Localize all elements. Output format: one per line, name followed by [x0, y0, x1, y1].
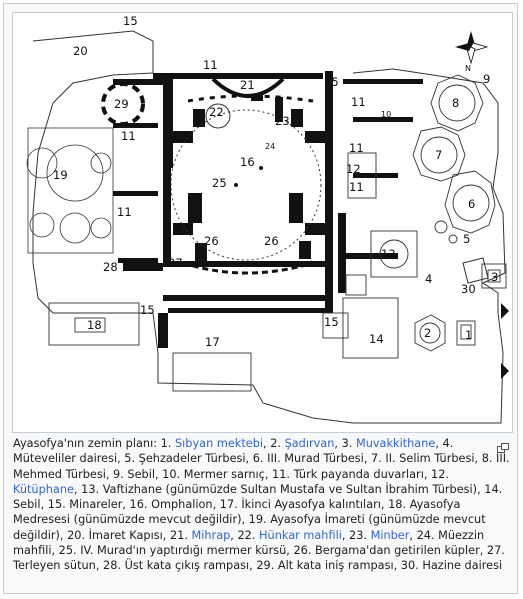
- caption-text: Ayasofya'nın zemin planı: 1.: [13, 437, 175, 450]
- figure-frame: [3, 3, 518, 594]
- caption-text: , 3.: [334, 437, 356, 450]
- label-6: 6: [468, 197, 476, 211]
- label-2: 2: [424, 326, 432, 340]
- label-21: 21: [240, 78, 255, 92]
- compass-rose: [455, 31, 487, 73]
- main-building-walls: [113, 71, 423, 348]
- label-8: 8: [452, 96, 460, 110]
- omphalion-dot: [259, 166, 263, 170]
- label-29: 29: [114, 97, 129, 111]
- link-kutuphane[interactable]: Kütüphane: [13, 482, 74, 496]
- caption-text: , 2.: [263, 437, 285, 450]
- label-11-top: 11: [203, 58, 218, 72]
- floor-plan-drawing: [13, 13, 512, 432]
- label-22: 22: [209, 105, 224, 119]
- label-30: 30: [461, 282, 476, 296]
- north-label: N: [465, 64, 471, 73]
- label-28: 28: [103, 260, 118, 274]
- label-19: 19: [53, 168, 68, 182]
- label-3: 3: [491, 270, 499, 284]
- label-11-left-2: 11: [117, 205, 132, 219]
- caption-text: , 23.: [341, 528, 371, 542]
- link-muvakkithane[interactable]: Muvakkithane: [355, 437, 436, 450]
- link-minber[interactable]: Minber: [370, 528, 410, 542]
- label-4: 4: [425, 272, 433, 286]
- figure-caption: [13, 436, 511, 574]
- link-sibyan-mektebi[interactable]: Sıbyan mektebi: [174, 437, 264, 450]
- caption-text: , 4. Müteveliler dairesi, 5. Şehzadeler Türbesi, 6. III. Murad Türbesi, 7. II. Selim Türbesi, 8. III. Mehmed Türbesi, 9. Sebil, 10. Mermer sarnıç, 11. Türk payanda duvarları, 12.: [13, 437, 510, 481]
- label-24: 24: [265, 142, 276, 151]
- caption-text: , 13. Vaftizhane (günümüzde Sultan Mustafa ve Sultan İbrahim Türbesi), 14. Sebil, 15. Minareler, 16. Omphalion, 17. İkinci Ayasofya kalıntıları, 18. Ayasofya Medresesi (günümüzde mevcut değildir), 19. Ayasofya İmareti (günümüzde mevcut değildir), 20. İmaret Kapısı, 21.: [13, 482, 503, 542]
- caption-text: , 24. Müezzin mahfili, 25. IV. Murad'ın yaptırdığı mermer kürsü, 26. Bergama'dan getirilen küpler, 27. Terleyen sütun, 28. Üst kata çıkış rampası, 29. Alt kata iniş rampası, 30. Hazine dairesi: [13, 528, 505, 573]
- label-11-right-3: 11: [349, 180, 364, 194]
- label-12: 12: [346, 162, 361, 176]
- label-15-right: 15: [324, 75, 339, 89]
- label-16: 16: [240, 155, 255, 169]
- label-27: 27: [168, 256, 183, 270]
- caption-text: , 22.: [230, 528, 260, 542]
- label-14: 14: [369, 332, 384, 346]
- label-18: 18: [87, 318, 102, 332]
- label-23: 23: [275, 114, 290, 128]
- label-15-bottom: 15: [324, 315, 339, 329]
- link-sadirvan[interactable]: Şadırvan: [284, 437, 335, 450]
- floor-plan-image[interactable]: [12, 12, 513, 433]
- label-25: 25: [212, 176, 227, 190]
- entrance-arrows: [501, 303, 509, 379]
- label-20: 20: [73, 44, 88, 58]
- label-11-right-1: 11: [351, 95, 366, 109]
- label-13: 13: [381, 247, 396, 261]
- label-17: 17: [205, 335, 220, 349]
- central-dome-outline: [171, 110, 321, 260]
- link-mihrap[interactable]: Mihrap: [191, 528, 231, 542]
- label-9: 9: [483, 72, 491, 86]
- label-11-left-1: 11: [121, 129, 136, 143]
- label-7: 7: [435, 148, 443, 162]
- label-10: 10: [381, 110, 392, 119]
- label-1: 1: [465, 328, 473, 342]
- label-26-left: 26: [204, 234, 219, 248]
- label-15-left: 15: [140, 303, 155, 317]
- label-11-right-2: 11: [349, 141, 364, 155]
- link-hunkar-mahfili[interactable]: Hünkar mahfili: [259, 528, 342, 542]
- label-15-top: 15: [123, 14, 138, 28]
- center-dot: [234, 183, 238, 187]
- label-5: 5: [463, 232, 471, 246]
- label-26-right: 26: [264, 234, 279, 248]
